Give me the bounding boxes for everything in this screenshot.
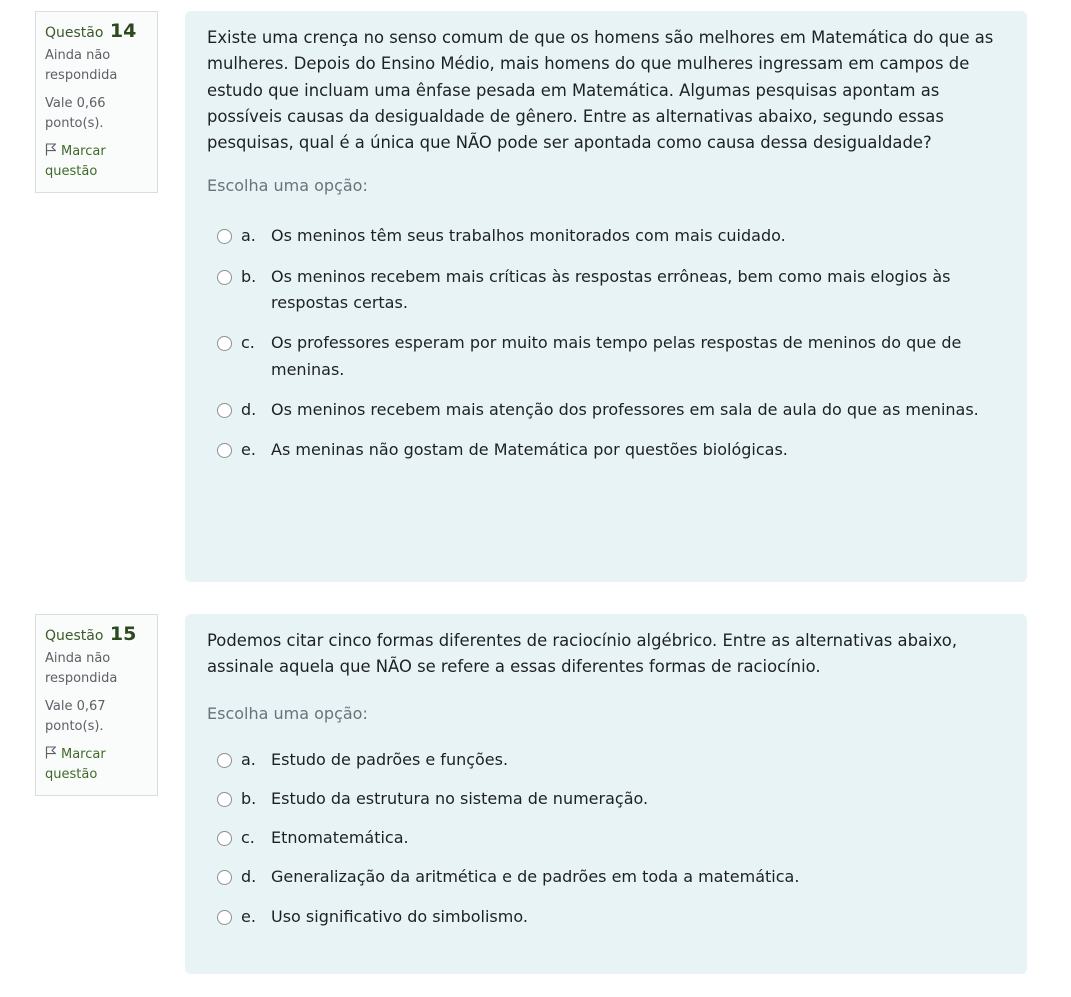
question-state: Ainda não respondida	[45, 48, 118, 83]
answer-text[interactable]: Generalização da aritmética e de padrões em toda a matemática.	[271, 867, 800, 887]
answer-text[interactable]: Os meninos têm seus trabalhos monitorados com mais cuidado.	[271, 226, 786, 246]
answer-letter: e.	[241, 906, 256, 926]
radio-icon[interactable]	[217, 753, 232, 768]
answer-letter: b.	[241, 266, 257, 286]
answer-letter: b.	[241, 788, 257, 808]
flag-question-label: Marcar questão	[45, 747, 106, 782]
answer-letter: c.	[241, 333, 255, 353]
question-info	[35, 11, 158, 193]
answer-letter: e.	[241, 440, 256, 460]
answer-text[interactable]: Estudo de padrões e funções.	[271, 749, 509, 769]
radio-icon[interactable]	[217, 792, 232, 807]
answer-text[interactable]: Uso significativo do simbolismo.	[271, 906, 528, 926]
answer-text[interactable]: Os meninos recebem mais críticas às respostas errôneas, bem como mais elogios às respostas certas.	[271, 266, 951, 313]
answer-option-d[interactable]	[207, 397, 1007, 423]
flag-icon	[45, 143, 57, 156]
question-grade: Vale 0,67 ponto(s).	[45, 699, 106, 734]
question-text: Podemos citar cinco formas diferentes de raciocínio algébrico. Entre as alternativas abaixo, assinale aquela que NÃO se refere a essas diferentes formas de raciocínio.	[207, 631, 958, 677]
question-grade: Vale 0,66 ponto(s).	[45, 96, 106, 131]
answer-option-a[interactable]	[207, 747, 1007, 773]
question-label: Questão	[45, 628, 104, 644]
answer-letter: a.	[241, 749, 256, 769]
answer-letter: a.	[241, 226, 256, 246]
question-number	[45, 623, 148, 647]
answer-option-d[interactable]	[207, 864, 1007, 890]
answer-list	[207, 747, 1007, 930]
radio-icon[interactable]	[217, 443, 232, 458]
answer-letter: d.	[241, 867, 257, 887]
answer-letter: c.	[241, 828, 255, 848]
question-label: Questão	[45, 25, 104, 41]
question-state: Ainda não respondida	[45, 651, 118, 686]
flag-question-button[interactable]	[45, 142, 148, 182]
answer-text[interactable]: As meninas não gostam de Matemática por questões biológicas.	[271, 440, 788, 460]
question-content	[185, 11, 1027, 582]
radio-icon[interactable]	[217, 831, 232, 846]
radio-icon[interactable]	[217, 403, 232, 418]
radio-icon[interactable]	[217, 870, 232, 885]
flag-question-button[interactable]	[45, 745, 148, 785]
radio-icon[interactable]	[217, 910, 232, 925]
question-info	[35, 614, 158, 796]
flag-question-label: Marcar questão	[45, 144, 106, 179]
question-content	[185, 614, 1027, 974]
answer-letter: d.	[241, 399, 257, 419]
answer-option-e[interactable]	[207, 904, 1007, 930]
answer-text[interactable]: Estudo da estrutura no sistema de numeração.	[271, 788, 649, 808]
answer-text[interactable]: Etnomatemática.	[271, 828, 409, 848]
radio-icon[interactable]	[217, 270, 232, 285]
radio-icon[interactable]	[217, 336, 232, 351]
question-number-value: 15	[109, 623, 137, 645]
answer-option-a[interactable]	[207, 223, 1007, 249]
flag-icon	[45, 746, 57, 759]
answer-text[interactable]: Os professores esperam por muito mais tempo pelas respostas de meninos do que de meninas.	[271, 333, 962, 379]
answer-option-e[interactable]	[207, 437, 1007, 463]
answer-list	[207, 223, 1007, 463]
answer-text[interactable]: Os meninos recebem mais atenção dos professores em sala de aula do que as meninas.	[271, 399, 979, 419]
answer-prompt: Escolha uma opção:	[207, 176, 368, 196]
answer-option-c[interactable]	[207, 330, 1007, 383]
question-text: Existe uma crença no senso comum de que os homens são melhores em Matemática do que as mulheres. Depois do Ensino Médio, mais homens do que mulheres ingressam em campos de estudo que incluam uma ênfase pesada em Matemática. Algumas pesquisas apontam as possíveis causas da desigualdade de gênero. Entre as alternativas abaixo, segundo essas pesquisas, qual é a única que NÃO pode ser apontada como causa dessa desigualdade?	[207, 28, 994, 153]
answer-option-b[interactable]	[207, 264, 1007, 317]
radio-icon[interactable]	[217, 229, 232, 244]
answer-option-b[interactable]	[207, 786, 1007, 812]
question-number	[45, 20, 148, 44]
answer-option-c[interactable]	[207, 825, 1007, 851]
answer-prompt: Escolha uma opção:	[207, 703, 368, 723]
question-number-value: 14	[109, 20, 137, 42]
